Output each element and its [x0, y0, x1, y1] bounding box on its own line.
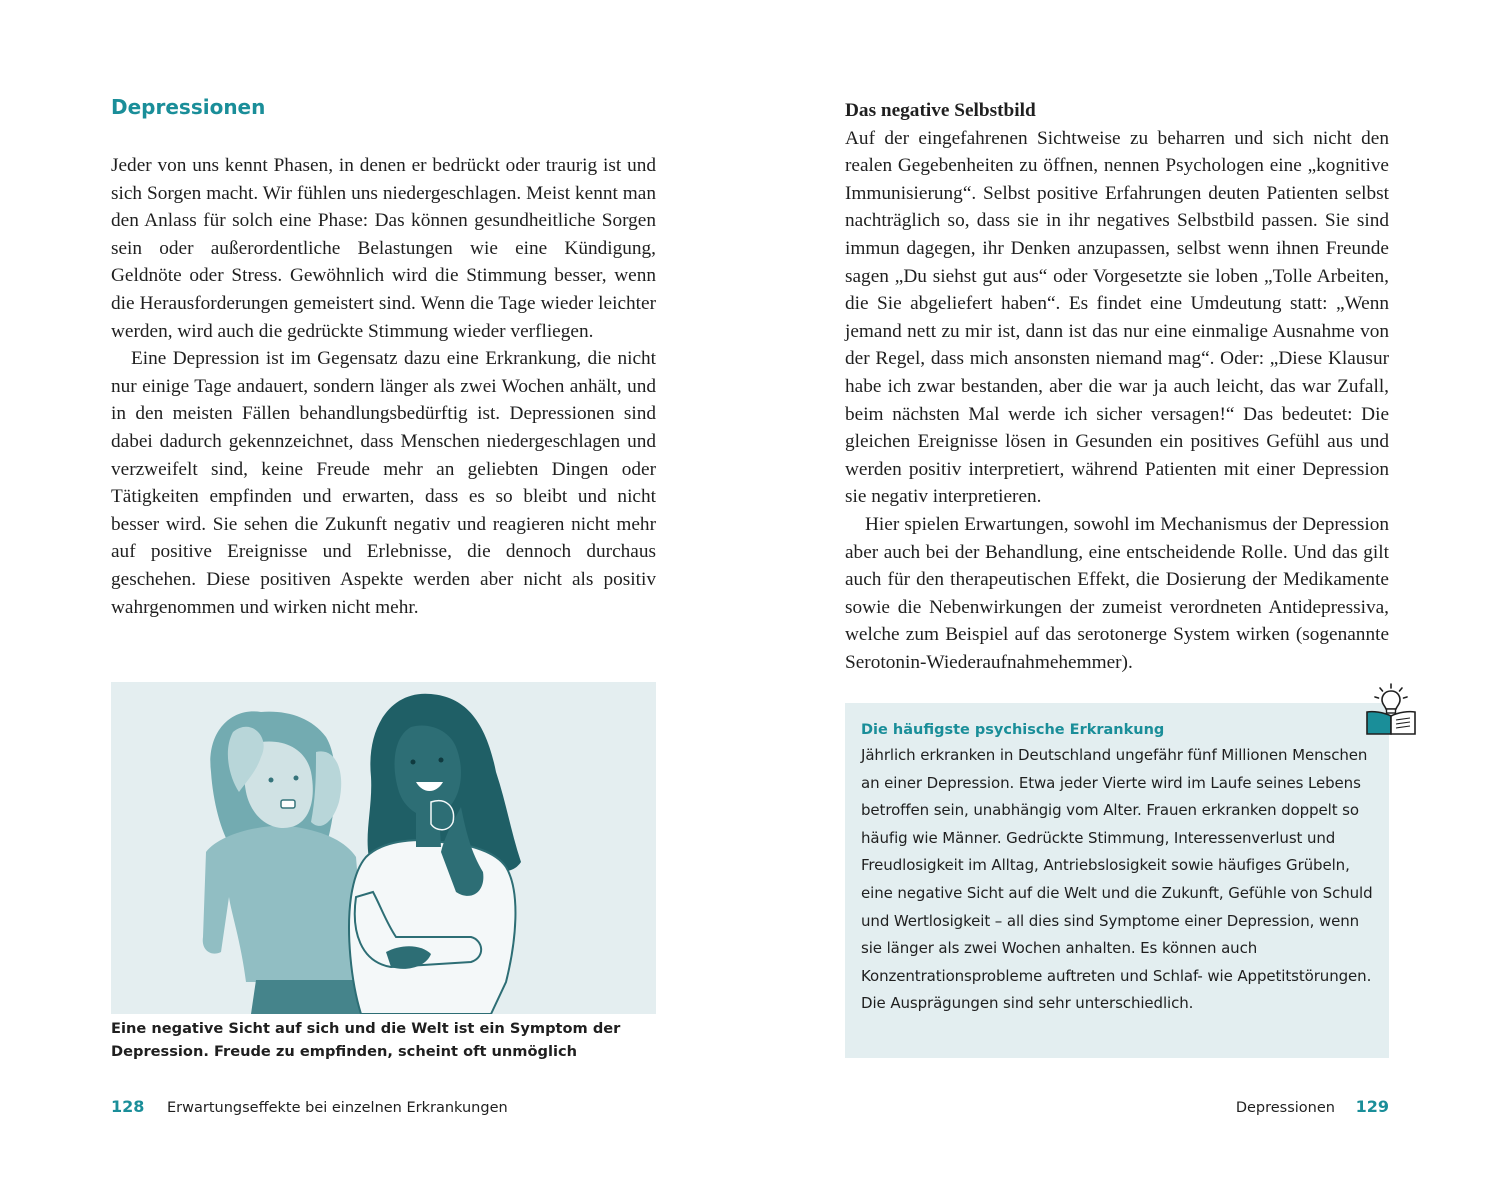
- infobox-text: Jährlich erkranken in Deutschland ungefähr fünf Millionen Menschen an einer Depression. Etwa jeder Vierte wird im Laufe seines Lebens betroffen sein, unabhängig vom Alter. Frauen erkranken doppelt so häufig wie Männer. Gedrückte Stimmung, Interessenverlust und Freudlosigkeit im Alltag, Antriebslosigkeit sowie häufiges Grübeln, eine negative Sicht auf die Welt und die Zukunft, Gefühle von Schuld und Wertlosigkeit – all dies sind Symptome einer Depression, wenn sie länger als zwei Wochen anhalten. Es können auch Konzentrationsprobleme auftreten und Schlaf- wie Appetitstörungen. Die Ausprägungen sind sehr unterschiedlich.: [861, 746, 1373, 1013]
- paragraph: Auf der eingefahrenen Sichtweise zu beharren und sich nicht den realen Gegebenheiten zu öffnen, nennen Psychologen eine „kognitive Immunisierung“. Selbst positive Erfahrungen deuten Patienten selbst nachträglich so, dass sie in ihr negatives Selbstbild passen. Sie sind immun dagegen, ihr Denken anzupassen, selbst wenn ihnen Freunde sagen „Du siehst gut aus“ oder Vorgesetzte sie loben „Tolle Arbeiten, die Sie abgeliefert haben“. Es findet eine Umdeutung statt: „Wenn jemand nett zu mir ist, dann ist das nur eine einmalige Ausnahme von der Regel, dass mich ansonsten niemand mag“. Oder: „Diese Klausur habe ich zwar bestanden, aber die war ja auch leicht, das war Zufall, beim nächsten Mal werde ich sicher versagen!“ Das bedeutet: Die gleichen Ereignisse lösen in Gesunden ein positives Gefühl aus und werden positiv interpretiert, während Patienten mit einer Depression sie negativ interpretieren.: [845, 127, 1389, 508]
- smiling-woman-figure: [349, 694, 521, 1014]
- paragraph: Hier spielen Erwartungen, sowohl im Mechanismus der Depression aber auch bei der Behandlung, eine entscheidende Rolle. Und das gilt auch für den therapeutischen Effekt, die Dosierung der Medikamente sowie die Nebenwirkungen der zumeist verordneten Antidepressiva, welche zum Beispiel auf das serotonerge System wirken (sogenannte Serotonin-Wiederaufnahmehemmer).: [845, 513, 1389, 673]
- infobox-title: Die häufigste psychische Erkrankung: [861, 722, 1165, 738]
- running-head: Erwartungseffekte bei einzelnen Erkrankungen: [167, 1100, 508, 1116]
- section-title: Das negative Selbstbild: [845, 100, 1036, 121]
- illustration-two-women: [111, 682, 656, 1014]
- paragraph: Eine Depression ist im Gegensatz dazu eine Erkrankung, die nicht nur einige Tage andauert, sondern länger als zwei Wochen anhält, und in den meisten Fällen behandlungsbedürftig ist. Depressionen sind dabei dadurch gekennzeichnet, dass Menschen niedergeschlagen und verzweifelt sind, keine Freude mehr an geliebten Dingen oder Tätigkeiten empfinden und erwarten, dass es so bleibt und nicht besser wird. Sie sehen die Zukunft negativ und reagieren nicht mehr auf positive Ereignisse und Erlebnisse, die dennoch durchaus geschehen. Diese positiven Aspekte werden aber nicht als positiv wahrgenommen und wirken nicht mehr.: [111, 348, 656, 618]
- page-number: 129: [1355, 1097, 1389, 1116]
- infobox: [845, 703, 1389, 1058]
- right-page: [750, 0, 1500, 1195]
- chapter-title: Depressionen: [111, 95, 266, 119]
- right-body-text: [845, 97, 1389, 676]
- running-head: Depressionen: [1235, 1100, 1335, 1116]
- lightbulb-book-icon: [1363, 682, 1419, 738]
- illustration-caption: Eine negative Sicht auf sich und die Welt ist ein Symptom der Depression. Freude zu empfinden, scheint oft unmöglich: [111, 1020, 621, 1060]
- page-number: 128: [111, 1097, 145, 1116]
- footer-right: [1236, 1097, 1389, 1116]
- footer-left: [111, 1097, 508, 1116]
- sad-woman-figure: [203, 711, 366, 1014]
- paragraph: Jeder von uns kennt Phasen, in denen er bedrückt oder traurig ist und sich Sorgen macht. Wir fühlen uns niedergeschlagen. Meist kennt man den Anlass für solch eine Phase: Das können gesundheitliche Sorgen sein oder außerordentliche Belastungen wie eine Kündigung, Geldnöte oder Stress. Gewöhnlich wird die Stimmung besser, wenn die Herausforderungen gemeistert sind. Wenn die Tage wieder leichter werden, wird auch die gedrückte Stimmung wieder verfliegen.: [111, 155, 656, 342]
- left-body-text: [111, 152, 656, 621]
